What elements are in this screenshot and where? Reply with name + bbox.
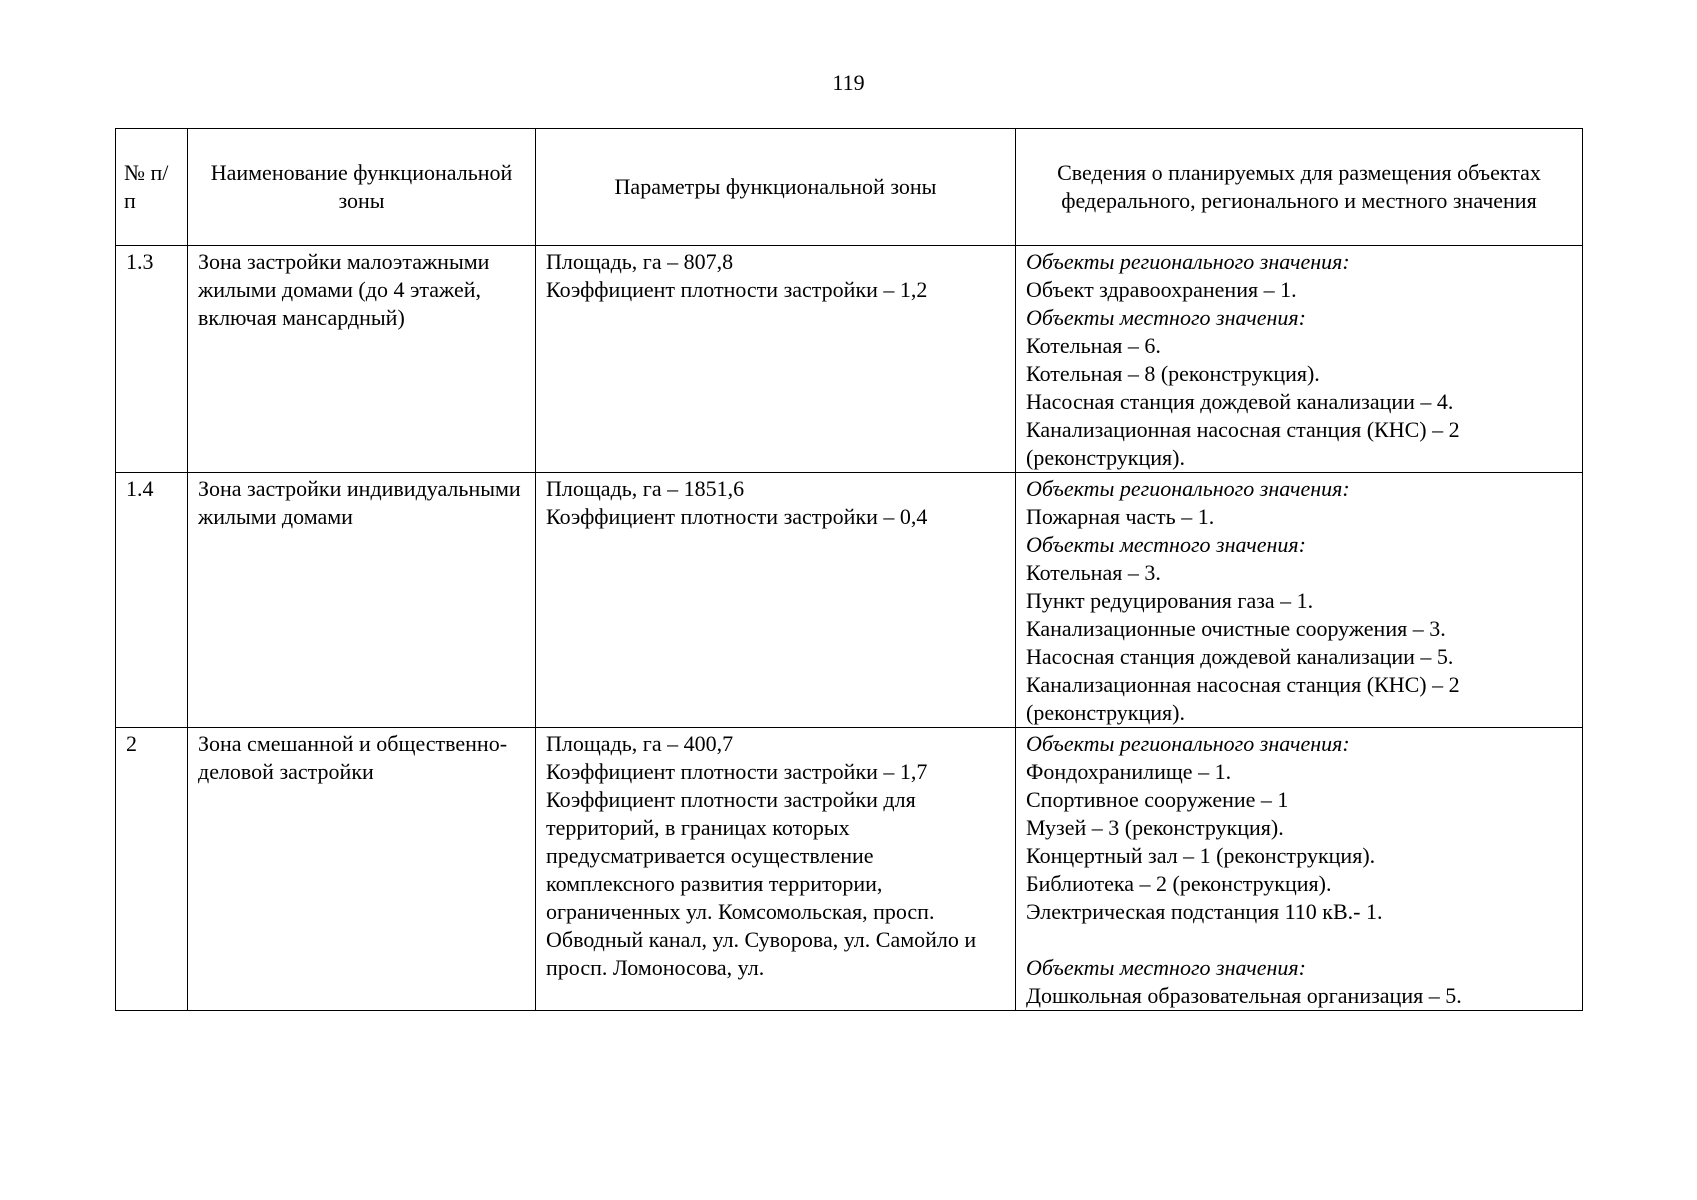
table-row: [116, 246, 1583, 473]
object-line: Электрическая подстанция 110 кВ.- 1.: [1026, 899, 1383, 924]
object-line: Канализационная насосная станция (КНС) – 2 (реконструкция).: [1026, 417, 1460, 470]
objects-group-heading: Объекты местного значения:: [1026, 305, 1306, 330]
objects-group-heading: Объекты местного значения:: [1026, 955, 1306, 980]
object-line: Котельная – 3.: [1026, 560, 1161, 585]
row-zone-name: Зона смешанной и общественно-деловой застройки: [188, 728, 536, 1011]
objects-group-heading: Объекты местного значения:: [1026, 532, 1306, 557]
object-line: Насосная станция дождевой канализации – 5.: [1026, 644, 1454, 669]
header-params: Параметры функциональной зоны: [536, 129, 1016, 246]
objects-group-heading: Объекты регионального значения:: [1026, 731, 1350, 756]
row-params: [536, 728, 1016, 1011]
param-line: Площадь, га – 400,7: [546, 731, 734, 756]
table-row: [116, 728, 1583, 1011]
row-params: [536, 246, 1016, 473]
row-zone-name: Зона застройки малоэтажными жилыми домами (до 4 этажей, включая мансардный): [188, 246, 536, 473]
object-line: Котельная – 6.: [1026, 333, 1161, 358]
param-line: Коэффициент плотности застройки – 0,4: [546, 504, 928, 529]
header-num: № п/п: [116, 129, 188, 246]
row-params: [536, 473, 1016, 728]
table-row: [116, 473, 1583, 728]
object-line: Библиотека – 2 (реконструкция).: [1026, 871, 1332, 896]
row-zone-name: Зона застройки индивидуальными жилыми домами: [188, 473, 536, 728]
object-line: Музей – 3 (реконструкция).: [1026, 815, 1284, 840]
param-line: Коэффициент плотности застройки – 1,7: [546, 759, 928, 784]
object-line: Канализационные очистные сооружения – 3.: [1026, 616, 1446, 641]
row-objects: [1016, 246, 1583, 473]
param-line: Площадь, га – 1851,6: [546, 476, 745, 501]
object-line: Фондохранилище – 1.: [1026, 759, 1232, 784]
page-number: 119: [832, 70, 865, 95]
row-objects: [1016, 728, 1583, 1011]
object-line: Канализационная насосная станция (КНС) – 2 (реконструкция).: [1026, 672, 1460, 725]
blank-line: [1026, 926, 1572, 954]
object-line: Спортивное сооружение – 1: [1026, 787, 1289, 812]
object-line: Дошкольная образовательная организация – 5.: [1026, 983, 1462, 1008]
object-line: Объект здравоохранения – 1.: [1026, 277, 1297, 302]
row-num: 2: [116, 728, 188, 1011]
param-line: Площадь, га – 807,8: [546, 249, 734, 274]
functional-zones-table: [115, 128, 1583, 1011]
row-num: 1.4: [116, 473, 188, 728]
header-zone-name: Наименование функциональной зоны: [188, 129, 536, 246]
object-line: Концертный зал – 1 (реконструкция).: [1026, 843, 1376, 868]
header-objects: Сведения о планируемых для размещения объектах федерального, регионального и местного значения: [1016, 129, 1583, 246]
object-line: Пункт редуцирования газа – 1.: [1026, 588, 1314, 613]
object-line: Насосная станция дождевой канализации – 4.: [1026, 389, 1454, 414]
param-line: Коэффициент плотности застройки – 1,2: [546, 277, 928, 302]
object-line: Пожарная часть – 1.: [1026, 504, 1215, 529]
object-line: Котельная – 8 (реконструкция).: [1026, 361, 1320, 386]
objects-group-heading: Объекты регионального значения:: [1026, 249, 1350, 274]
table-header-row: [116, 129, 1583, 246]
row-num: 1.3: [116, 246, 188, 473]
row-objects: [1016, 473, 1583, 728]
objects-group-heading: Объекты регионального значения:: [1026, 476, 1350, 501]
param-line: Коэффициент плотности застройки для территорий, в границах которых предусматривается осуществление комплексного развития территории, ограниченных ул. Комсомольская, просп. Обводный канал, ул. Суворова, ул. Самойло и просп. Ломоносова, ул.: [546, 787, 977, 980]
